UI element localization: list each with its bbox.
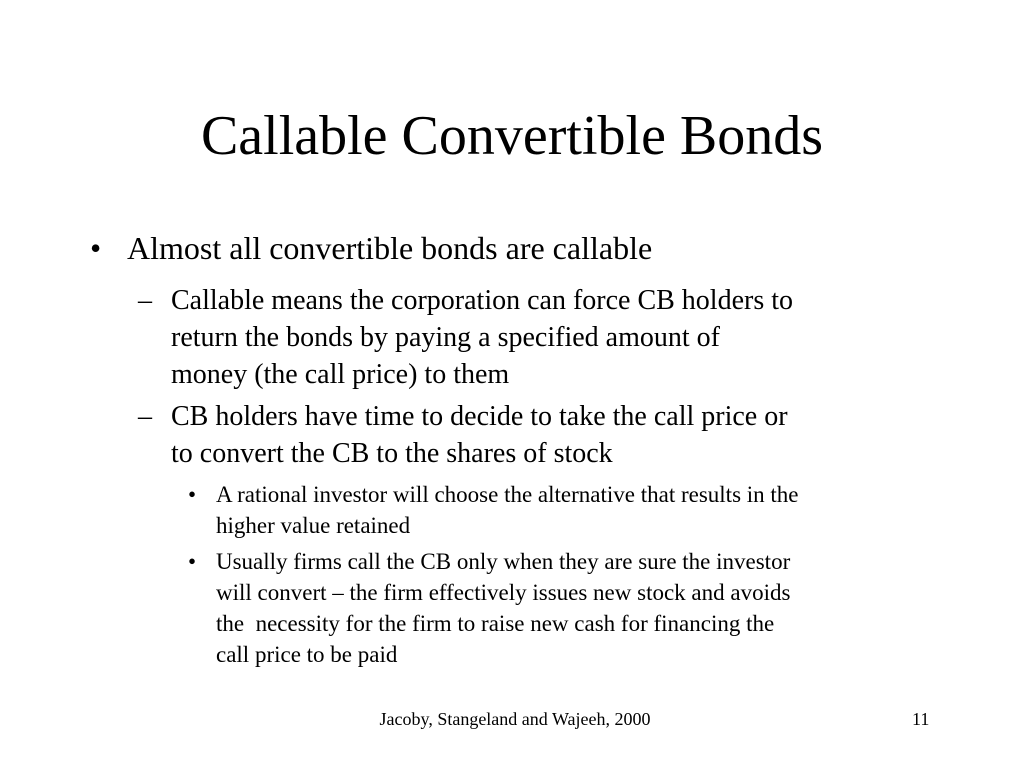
text-line: Callable means the corporation can force CB holders to [171,285,794,316]
dash-marker: – [138,285,152,316]
text-line: money (the call price) to them [171,359,510,390]
text-line: A rational investor will choose the alternative that results in the [216,482,799,507]
page-number: 11 [912,709,930,729]
text-line: return the bonds by paying a specified amount of [171,322,720,353]
sub-bullet-text [171,282,941,393]
text-line: to convert the CB to the shares of stock [171,438,613,469]
sub-bullet-text [171,398,941,472]
bullet-marker: • [188,549,197,574]
bullet-marker: • [90,230,102,266]
text-line: call price to be paid [216,642,398,667]
footer-citation: Jacoby, Stangeland and Wajeeh, 2000 [379,709,651,729]
text-line: CB holders have time to decide to take the call price or [171,401,788,432]
text-line: the necessity for the firm to raise new cash for financing the [216,611,775,636]
dash-marker: – [138,401,152,432]
text-line: higher value retained [216,513,411,538]
sub-sub-bullet-text [216,479,946,541]
text-line: will convert – the firm effectively issues new stock and avoids [216,580,791,605]
slide-title: Callable Convertible Bonds [200,105,824,167]
bullet-text: Almost all convertible bonds are callable [127,230,653,266]
text-line: Usually firms call the CB only when they are sure the investor [216,549,791,574]
bullet-marker: • [188,482,197,507]
sub-sub-bullet-text [216,546,946,670]
